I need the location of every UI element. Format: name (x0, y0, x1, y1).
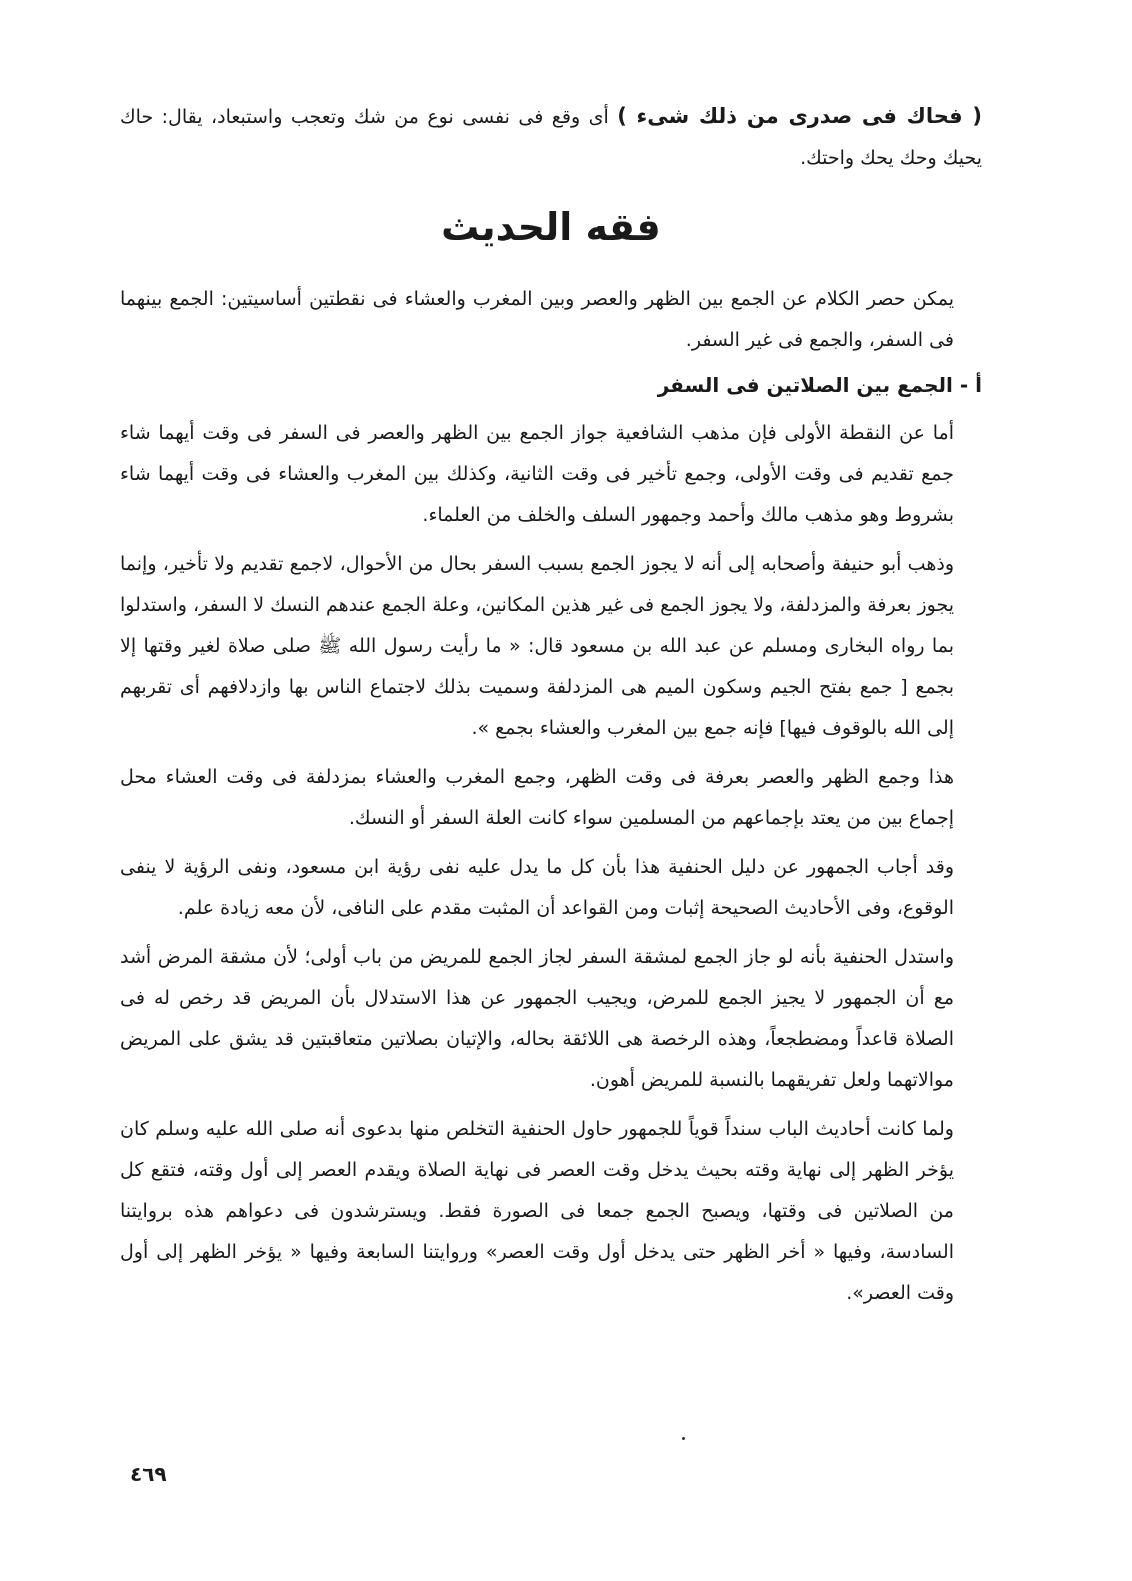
lead-paragraph: يمكن حصر الكلام عن الجمع بين الظهر والعصر وبين المغرب والعشاء فى نقطتين أساسيتين: الجمع بينهما فى السفر، والجمع فى غير السفر. (120, 288, 954, 351)
paragraph-6: ولما كانت أحاديث الباب سنداً قوياً للجمهور حاول الحنفية التخلص منها بدعوى أنه صلى الله عليه وسلم كان يؤخر الظهر إلى نهاية وقته بحيث يدخل وقت العصر فى نهاية الصلاة ويقدم العصر إلى أول وقته، فتقع كل من الصلاتين فى وقتها، ويصبح الجمع جمعا فى الصورة فقط. ويسترشدون فى دعواهم هذه بروايتنا السادسة، وفيها « أخر الظهر حتى يدخل أول وقت العصر» وروايتنا السابعة وفيها « يؤخر الظهر إلى أول وقت العصر». (120, 1118, 954, 1304)
intro-bold-quote: ( فحاك فى صدرى من ذلك شىء ) (617, 104, 982, 128)
intro-paragraph (120, 96, 982, 179)
section-heading: فقه الحديث (441, 205, 661, 249)
subsection-title: أ - الجمع بين الصلاتين فى السفر (657, 373, 982, 397)
intro-text: أى وقع فى نفسى نوع من شك وتعجب واستبعاد، يقال: حاك يحيك وحك يحك واحتك. (120, 106, 982, 169)
paragraph-5: واستدل الحنفية بأنه لو جاز الجمع لمشقة السفر لجاز الجمع للمريض من باب أولى؛ لأن مشقة المرض أشد مع أن الجمهور لا يجيز الجمع للمرض، ويجيب الجمهور عن هذا الاستدلال بأن المريض قد رخص له فى الصلاة قاعداً ومضطجعاً، وهذه الرخصة هى اللائقة بحاله، والإتيان بصلاتين متعاقبتين قد يشق على المريض موالاتهما ولعل تفريقهما بالنسبة للمريض أهون. (120, 946, 954, 1091)
page-number: ٤٦٩ (130, 1462, 167, 1486)
paragraph-1: أما عن النقطة الأولى فإن مذهب الشافعية جواز الجمع بين الظهر والعصر فى السفر فى وقت أيهما شاء جمع تقديم فى وقت الأولى، وجمع تأخير فى وقت الثانية، وكذلك بين المغرب والعشاء فى وقت أيهما شاء بشروط وهو مذهب مالك وأحمد وجمهور السلف والخلف من العلماء. (120, 422, 954, 526)
paragraph-4: وقد أجاب الجمهور عن دليل الحنفية هذا بأن كل ما يدل عليه نفى رؤية ابن مسعود، ونفى الرؤية لا ينفى الوقوع، وفى الأحاديث الصحيحة إثبات ومن القواعد أن المثبت مقدم على النافى، لأن معه زيادة علم. (120, 856, 954, 919)
scan-dot (682, 1437, 685, 1440)
paragraph-3: هذا وجمع الظهر والعصر بعرفة فى وقت الظهر، وجمع المغرب والعشاء بمزدلفة فى وقت العشاء محل إجماع بين من يعتد بإجماعهم من المسلمين سواء كانت العلة السفر أو النسك. (120, 766, 954, 829)
paragraph-2: وذهب أبو حنيفة وأصحابه إلى أنه لا يجوز الجمع بسبب السفر بحال من الأحوال، لاجمع تقديم ولا تأخير، وإنما يجوز بعرفة والمزدلفة، ولا يجوز الجمع فى غير هذين المكانين، وعلة الجمع عندهم النسك لا السفر، واستدلوا بما رواه البخارى ومسلم عن عبد الله بن مسعود قال: « ما رأيت رسول الله ﷺ صلى صلاة لغير وقتها إلا بجمع [ جمع بفتح الجيم وسكون الميم هى المزدلفة وسميت بذلك لاجتماع الناس بها وازدلافهم أى تقربهم إلى الله بالوقوف فيها] فإنه جمع بين المغرب والعشاء بجمع ». (120, 553, 954, 739)
